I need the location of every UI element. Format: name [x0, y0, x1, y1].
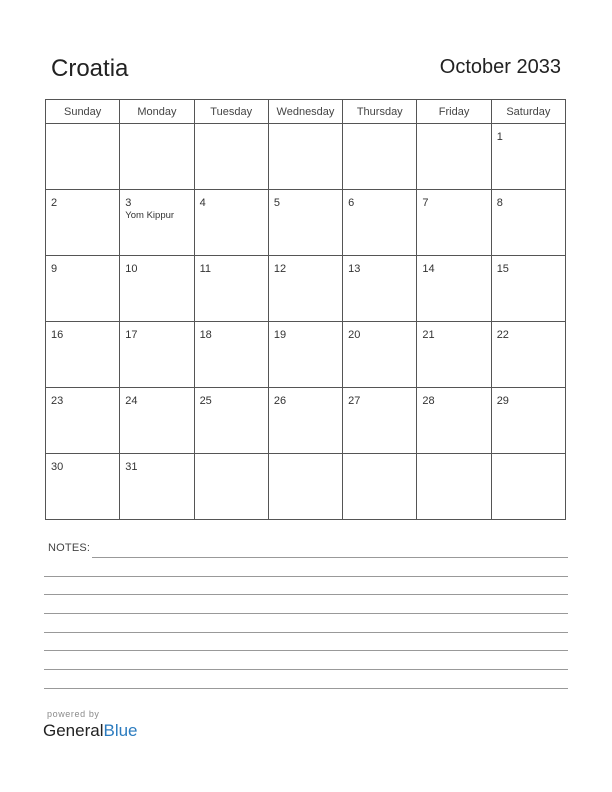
day-cell [343, 256, 417, 322]
day-cell [417, 454, 491, 520]
day-number: 2 [51, 197, 58, 209]
day-number: 9 [51, 263, 58, 275]
week-row [46, 388, 566, 454]
day-number: 24 [125, 395, 138, 407]
day-cell [343, 322, 417, 388]
day-cell [194, 388, 268, 454]
brand-blue: Blue [103, 721, 138, 740]
day-number: 30 [51, 461, 64, 473]
day-cell [268, 454, 342, 520]
day-cell [491, 388, 565, 454]
day-cell [268, 256, 342, 322]
day-cell [120, 388, 194, 454]
day-number: 10 [125, 263, 138, 275]
day-number: 29 [496, 395, 509, 407]
day-cell [417, 388, 491, 454]
weekday-tuesday: Tuesday [194, 100, 268, 124]
note-line [44, 613, 568, 614]
day-cell [343, 454, 417, 520]
day-cell [46, 322, 120, 388]
day-number: 8 [496, 197, 503, 209]
day-cell [120, 454, 194, 520]
note-line [92, 557, 568, 558]
notes-label: NOTES: [48, 542, 91, 554]
day-number: 16 [51, 329, 64, 341]
day-cell [46, 454, 120, 520]
day-number: 19 [273, 329, 287, 341]
day-number: 13 [348, 263, 361, 275]
weekday-thursday: Thursday [343, 100, 417, 124]
day-cell [417, 256, 491, 322]
generalblue-logo [43, 721, 138, 741]
day-cell [46, 124, 120, 190]
day-number: 17 [125, 329, 138, 341]
day-cell [194, 256, 268, 322]
week-row [46, 124, 566, 190]
note-line [44, 669, 568, 670]
weekday-wednesday: Wednesday [268, 100, 342, 124]
day-cell [268, 190, 342, 256]
day-number: 1 [496, 131, 503, 143]
day-cell [268, 322, 342, 388]
day-number: 5 [273, 197, 280, 209]
day-cell [120, 190, 194, 256]
day-cell [343, 190, 417, 256]
weekday-friday: Friday [417, 100, 491, 124]
day-number: 3 [125, 197, 132, 209]
day-number: 20 [348, 329, 361, 341]
calendar-grid [45, 99, 566, 520]
day-cell [491, 322, 565, 388]
day-number: 6 [348, 197, 355, 209]
holiday-label: Yom Kippur [125, 210, 175, 221]
day-cell [120, 322, 194, 388]
day-number: 25 [199, 395, 212, 407]
day-cell [417, 124, 491, 190]
brand-general: General [43, 721, 104, 740]
day-cell [46, 388, 120, 454]
day-cell [343, 124, 417, 190]
day-cell [491, 190, 565, 256]
day-number: 26 [273, 395, 287, 407]
weekday-saturday: Saturday [491, 100, 565, 124]
weekday-header-row [46, 100, 566, 124]
day-cell [491, 124, 565, 190]
day-number: 21 [422, 329, 435, 341]
day-cell [46, 190, 120, 256]
day-number: 7 [422, 197, 429, 209]
week-row [46, 256, 566, 322]
day-cell [268, 388, 342, 454]
day-number: 14 [422, 263, 435, 275]
day-number: 22 [496, 329, 509, 341]
week-row [46, 190, 566, 256]
powered-by-text: powered by [47, 709, 100, 719]
note-line [44, 688, 568, 689]
note-line [44, 576, 568, 577]
day-number: 27 [348, 395, 361, 407]
day-cell [268, 124, 342, 190]
weekday-monday: Monday [120, 100, 194, 124]
day-number: 28 [422, 395, 435, 407]
note-line [44, 594, 568, 595]
day-number: 4 [199, 197, 206, 209]
day-cell [120, 124, 194, 190]
week-row [46, 322, 566, 388]
day-cell [491, 256, 565, 322]
day-cell [343, 388, 417, 454]
day-number: 12 [273, 263, 287, 275]
day-cell [417, 190, 491, 256]
day-cell [417, 322, 491, 388]
day-cell [194, 454, 268, 520]
day-cell [46, 256, 120, 322]
day-number: 23 [51, 395, 64, 407]
note-line [44, 650, 568, 651]
day-number: 31 [125, 461, 138, 473]
day-number: 11 [199, 263, 211, 275]
calendar-month-year: October 2033 [439, 56, 561, 78]
note-line [44, 632, 568, 633]
calendar-country: Croatia [51, 55, 129, 82]
day-cell [194, 124, 268, 190]
day-cell [194, 322, 268, 388]
day-cell [194, 190, 268, 256]
week-row [46, 454, 566, 520]
day-number: 15 [496, 263, 509, 275]
weekday-sunday: Sunday [46, 100, 120, 124]
day-cell [120, 256, 194, 322]
day-cell [491, 454, 565, 520]
day-number: 18 [199, 329, 212, 341]
